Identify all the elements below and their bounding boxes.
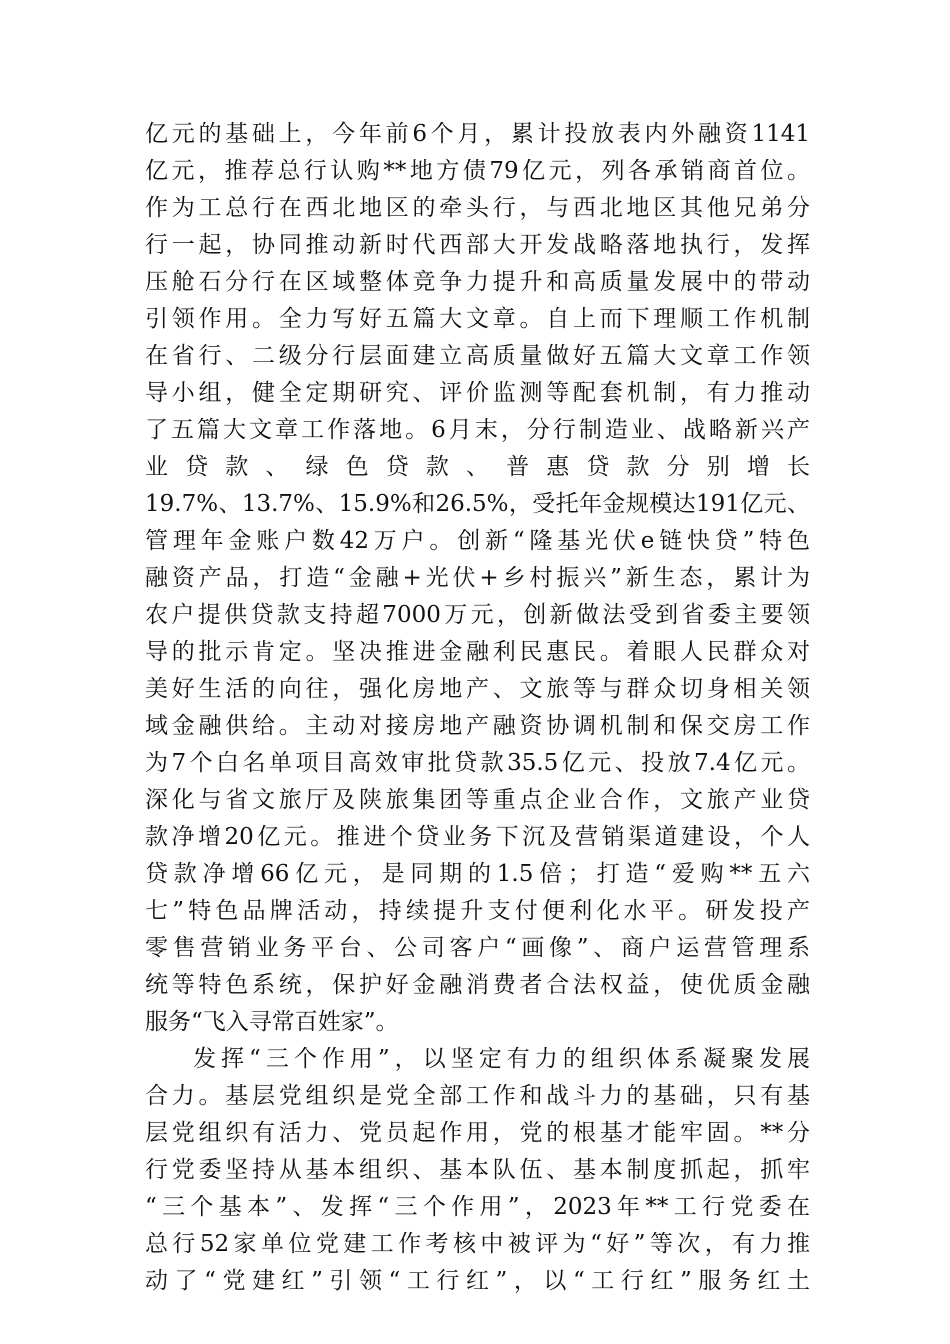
text-line: 了五篇大文章工作落地。6月末，分行制造业、战略新兴产 (145, 417, 810, 443)
body-text (145, 116, 810, 1300)
text-line: 域金融供给。主动对接房地产融资协调机制和保交房工作 (145, 713, 810, 739)
text-line: 深化与省文旅厅及陕旅集团等重点企业合作，文旅产业贷 (145, 787, 810, 813)
text-line: 合力。基层党组织是党全部工作和战斗力的基础，只有基 (145, 1083, 810, 1109)
text-line: 作为工总行在西北地区的牵头行，与西北地区其他兄弟分 (145, 195, 810, 221)
text-line: 为7个白名单项目高效审批贷款35.5亿元、投放7.4亿元。 (145, 750, 810, 776)
text-line: 美好生活的向往，强化房地产、文旅等与群众切身相关领 (145, 676, 810, 702)
text-line: “三个基本”、发挥“三个作用”，2023年**工行党委在 (145, 1194, 810, 1220)
text-line: 农户提供贷款支持超7000万元，创新做法受到省委主要领 (145, 602, 810, 628)
text-line: 融资产品，打造“金融+光伏+乡村振兴”新生态，累计为 (145, 565, 810, 591)
text-line: 动了“党建红”引领“工行红”，以“工行红”服务红土 (145, 1268, 810, 1294)
text-line: 总行52家单位党建工作考核中被评为“好”等次，有力推 (145, 1231, 810, 1257)
text-line: 七”特色品牌活动，持续提升支付便利化水平。研发投产 (145, 898, 810, 924)
text-line: 行党委坚持从基本组织、基本队伍、基本制度抓起，抓牢 (145, 1157, 810, 1183)
text-line: 19.7%、13.7%、15.9%和26.5%，受托年金规模达191亿元、 (145, 491, 810, 517)
text-line: 亿元的基础上，今年前6个月，累计投放表内外融资1141 (145, 121, 810, 147)
text-line: 款净增20亿元。推进个贷业务下沉及营销渠道建设，个人 (145, 824, 810, 850)
text-line: 零售营销业务平台、公司客户“画像”、商户运营管理系 (145, 935, 810, 961)
text-line: 导的批示肯定。坚决推进金融利民惠民。着眼人民群众对 (145, 639, 810, 665)
text-line: 在省行、二级分行层面建立高质量做好五篇大文章工作领 (145, 343, 810, 369)
paragraph-first-line: 发挥“三个作用”，以坚定有力的组织体系凝聚发展 (193, 1046, 810, 1072)
text-line: 导小组，健全定期研究、评价监测等配套机制，有力推动 (145, 380, 810, 406)
text-line: 统等特色系统，保护好金融消费者合法权益，使优质金融 (145, 972, 810, 998)
text-line: 引领作用。全力写好五篇大文章。自上而下理顺工作机制 (145, 306, 810, 332)
text-line: 压舱石分行在区域整体竞争力提升和高质量发展中的带动 (145, 269, 810, 295)
text-line: 层党组织有活力、党员起作用，党的根基才能牢固。**分 (145, 1120, 810, 1146)
text-line: 业贷款、绿色贷款、普惠贷款分别增长 (145, 454, 810, 480)
text-line: 贷款净增66亿元，是同期的1.5倍；打造“爱购**五六 (145, 861, 810, 887)
text-line: 亿元，推荐总行认购**地方债79亿元，列各承销商首位。 (145, 158, 810, 184)
paragraph-end-line: 服务“飞入寻常百姓家”。 (145, 1009, 399, 1035)
text-line: 行一起，协同推动新时代西部大开发战略落地执行，发挥 (145, 232, 810, 258)
text-line: 管理年金账户数42万户。创新“隆基光伏e链快贷”特色 (145, 528, 810, 554)
